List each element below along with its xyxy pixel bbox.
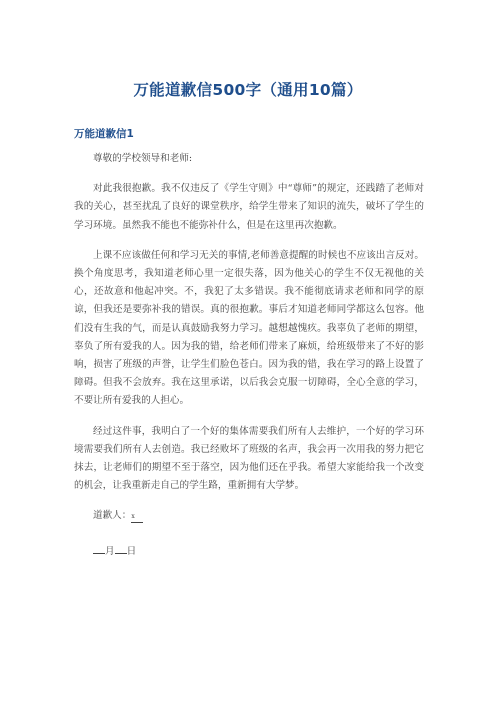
document-title: 万能道歉信500字（通用10篇） (133, 81, 363, 99)
salutation: 尊敬的学校领导和老师: (93, 153, 193, 164)
paragraph-3: 经过这件事，我明白了一个好的集体需要我们所有人去维护，一个好的学习环境需要我们所有人去创造。我已经败坏了班级的名声，我会再一次用我的努力把它抹去，让老师们的期望不至于落空，因为他们还在乎我。希望大家能给我一个改变的机会，让我重新走自己的学生路，重新拥有大学梦。 (74, 425, 424, 492)
signature-name-blank (131, 511, 143, 523)
letter-body (74, 150, 424, 577)
day-label: 日 (126, 545, 137, 557)
signature-label: 道歉人： (93, 510, 132, 522)
month-blank (93, 542, 105, 554)
signature-name-mark: x (131, 513, 135, 521)
day-blank (115, 542, 127, 554)
paragraph-2: 上课不应该做任何和学习无关的事情,老师善意提醒的时候也不应该出言反对。换个角度思考，我知道老师心里一定很失落，因为他关心的学生不仅无视他的关心，还故意和他起冲突。不，我犯了太多错误。我不能彻底请求老师和同学的原谅，但我还是要弥补我的错误。真的很抱歉。事后才知道老师同学都这么包容。他们没有生我的气，而是认真鼓励我努力学习。越想越愧疚。我辜负了老师的期望，辜负了所有爱我的人。因为我的错，给老师们带来了麻烦，给班级带来了不好的影响，损害了班级的声誉，让学生们脸色苍白。因为我的错，我在学习的路上设置了障碍。但我不会放弃。我在这里承诺，以后我会克服一切障碍，全心全意的学习，不要让所有爱我的人担心。 (74, 249, 424, 407)
paragraph-1: 对此我很抱歉。我不仅违反了《学生守则》中“尊师”的规定，还践踏了老师对我的关心，甚至扰乱了良好的课堂秩序，给学生带来了知识的流失，破坏了学生的学习环境。虽然我不能也不能弥补什么，但是在这里再次抱歉。 (74, 183, 424, 231)
date-line (74, 542, 424, 561)
month-label: 月 (105, 545, 115, 557)
signature-line (74, 507, 424, 525)
section-heading: 万能道歉信1 (74, 128, 134, 140)
